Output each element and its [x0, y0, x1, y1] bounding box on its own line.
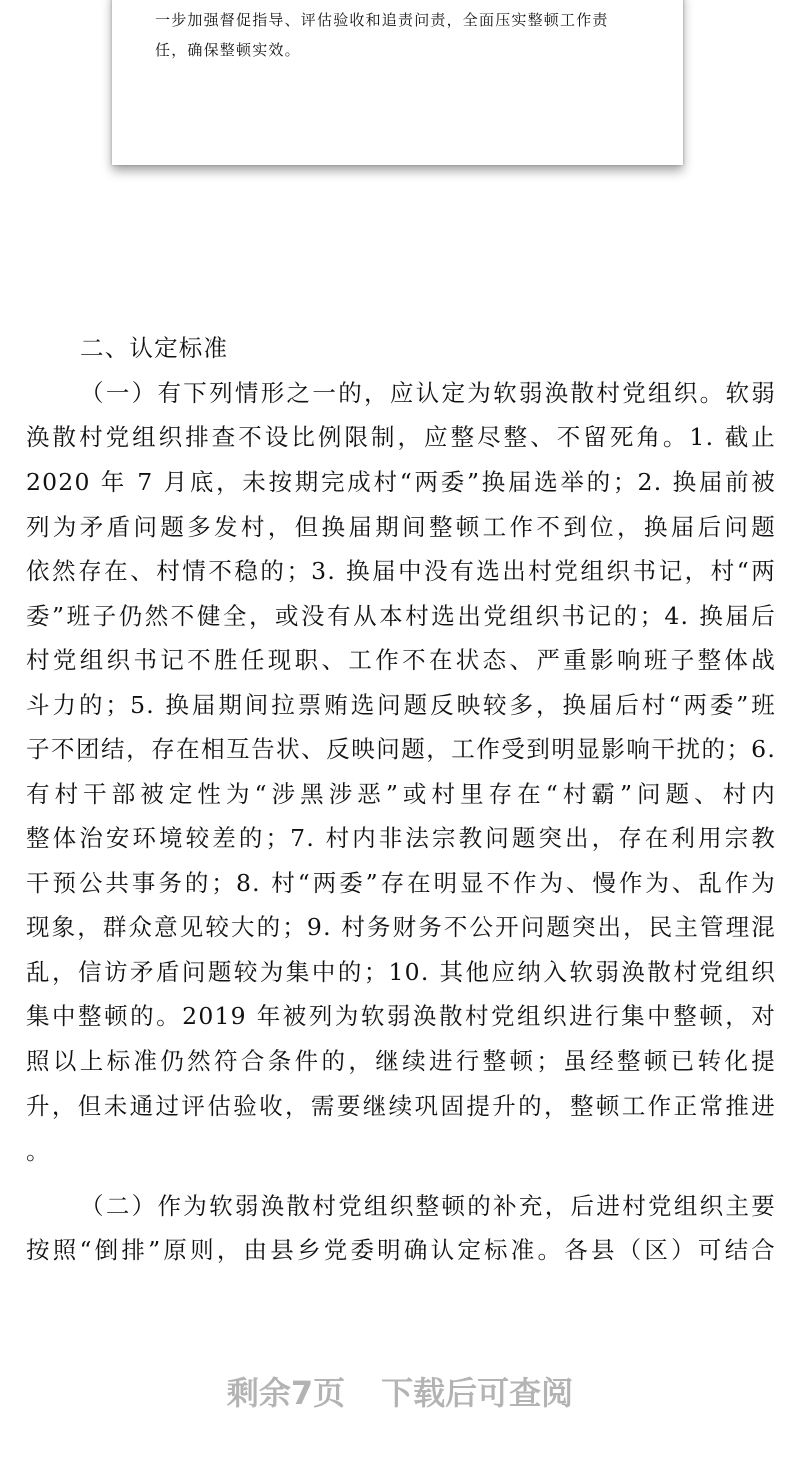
paragraph-line: 村党组织书记不胜任现职、工作不在状态、严重影响班子整体战 — [26, 646, 776, 674]
card-text-line: 一步加强督促指导、评估验收和追责问责，全面压实整顿工作责 — [155, 11, 609, 29]
remaining-pages-label: 剩余7页 — [226, 1374, 346, 1412]
paragraph-line: 照以上标准仍然符合条件的，继续进行整顿；虽经整顿已转化提 — [26, 1047, 776, 1075]
paragraph-line: 子不团结，存在相互告状、反映问题，工作受到明显影响干扰的；6. — [26, 735, 776, 763]
paragraph-line: 干预公共事务的；8. 村“两委”存在明显不作为、慢作为、乱作为 — [26, 869, 776, 897]
preview-page-card — [112, 0, 683, 165]
paragraph-line: 按照“倒排”原则，由县乡党委明确认定标准。各县（区）可结合 — [26, 1236, 776, 1264]
download-to-view-label[interactable]: 下载后可查阅 — [381, 1374, 574, 1412]
paragraph-line: 乱，信访矛盾问题较为集中的；10. 其他应纳入软弱涣散村党组织 — [26, 958, 776, 986]
paragraph-line: 集中整顿的。2019 年被列为软弱涣散村党组织进行集中整顿，对 — [26, 1002, 776, 1030]
section-heading: 二、认定标准 — [80, 334, 229, 362]
paragraph-line: 委”班子仍然不健全，或没有从本村选出党组织书记的；4. 换届后 — [26, 602, 776, 630]
paragraph-line: 。 — [26, 1137, 51, 1165]
card-text-line: 任，确保整顿实效。 — [155, 41, 301, 59]
paragraph-line: 依然存在、村情不稳的；3. 换届中没有选出村党组织书记，村“两 — [26, 557, 776, 585]
paragraph-line: 有村干部被定性为“涉黑涉恶”或村里存在“村霸”问题、村内 — [26, 780, 776, 808]
download-prompt[interactable] — [0, 1368, 800, 1414]
paragraph-line: 整体治安环境较差的；7. 村内非法宗教问题突出，存在利用宗教 — [26, 824, 776, 852]
paragraph-line: 斗力的；5. 换届期间拉票贿选问题反映较多，换届后村“两委”班 — [26, 691, 776, 719]
paragraph-line: 现象，群众意见较大的；9. 村务财务不公开问题突出，民主管理混 — [26, 913, 776, 941]
paragraph-line: （一）有下列情形之一的，应认定为软弱涣散村党组织。软弱 — [80, 379, 776, 407]
paragraph-line: 列为矛盾问题多发村，但换届期间整顿工作不到位，换届后问题 — [26, 513, 776, 541]
paragraph-line: 涣散村党组织排查不设比例限制，应整尽整、不留死角。1. 截止 — [26, 423, 776, 451]
paragraph-line: 2020 年 7 月底，未按期完成村“两委”换届选举的；2. 换届前被 — [26, 468, 776, 496]
paragraph-line: 升，但未通过评估验收，需要继续巩固提升的，整顿工作正常推进 — [26, 1092, 776, 1120]
paragraph-line: （二）作为软弱涣散村党组织整顿的补充，后进村党组织主要 — [80, 1192, 776, 1220]
